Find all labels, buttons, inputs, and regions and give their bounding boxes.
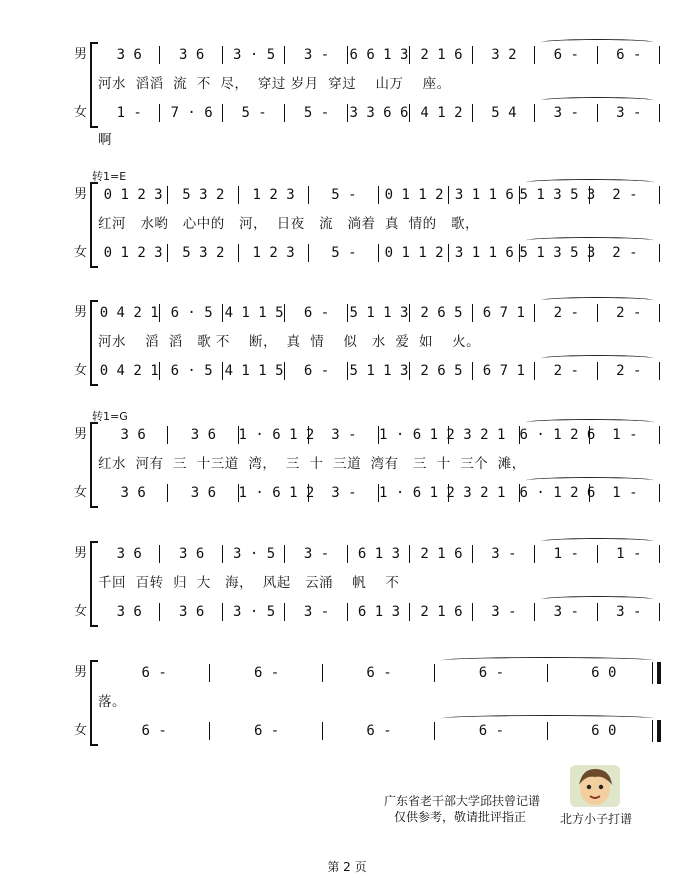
male-notes-row	[98, 424, 660, 446]
male-measure: 2 1 6	[420, 47, 463, 63]
barline	[659, 104, 660, 122]
male-measure: 6 · 1 2 6	[519, 427, 596, 443]
barline	[659, 186, 660, 204]
male-notes-row	[98, 44, 660, 66]
tie-arc	[526, 419, 655, 426]
female-measure: 3 6	[120, 485, 146, 501]
female-measure: 7 · 6	[170, 105, 213, 121]
female-measure: 3 -	[616, 604, 642, 620]
tie-arc	[526, 477, 655, 484]
male-measure: 6 -	[366, 665, 392, 681]
female-measure: 6 -	[366, 723, 392, 739]
male-lyrics: 红河 水哟 心中的 河， 日夜 流 淌着 真 情的 歌，	[98, 216, 479, 232]
female-measure: 1 2 3	[252, 245, 295, 261]
female-measure: 6 1 3	[357, 604, 401, 620]
male-notes-row	[98, 184, 660, 206]
male-measure: 5 1 3 5 3	[519, 187, 596, 203]
female-measure: 5 1 1 3	[349, 363, 409, 379]
female-measure: 3 2 1	[463, 485, 506, 501]
barline	[659, 244, 660, 262]
male-measure: 0 1 2 3	[103, 187, 163, 203]
male-measure: 3 6	[116, 546, 142, 562]
female-measure: 5 4	[491, 105, 517, 121]
male-voice-label: 男	[74, 47, 88, 62]
male-measure: 6 1 3	[357, 546, 401, 562]
tie-arc	[541, 297, 654, 304]
female-measure: 3 -	[616, 105, 642, 121]
female-measure: 3 1 1 6	[454, 245, 514, 261]
female-measure: 3 6	[190, 485, 217, 501]
female-voice-label: 女	[74, 363, 88, 378]
male-measure: 3 -	[303, 546, 330, 562]
male-measure: 1 · 6 1 2	[238, 427, 315, 443]
male-measure: 6 -	[141, 665, 167, 681]
male-measure: 3 -	[491, 546, 517, 562]
male-measure: 2 6 5	[420, 305, 463, 321]
barline	[659, 46, 660, 64]
male-measure: 3 2 1	[463, 427, 506, 443]
tie-arc	[441, 715, 654, 722]
male-measure: 3 1 1 6	[454, 187, 514, 203]
staff-bracket	[90, 182, 98, 268]
male-measure: 6 7 1	[482, 305, 525, 321]
female-measure: 1 -	[116, 105, 142, 121]
male-measure: 2 -	[553, 305, 579, 321]
avatar	[570, 765, 620, 807]
staff-bracket	[90, 422, 98, 508]
typesetter-credit: 北方小子打谱	[560, 812, 633, 826]
male-lyrics: 河水 滔 滔 歌 不 断， 真 情 似 水 爱 如 火。	[98, 334, 481, 350]
staff-bracket	[90, 660, 98, 746]
female-voice-label: 女	[74, 604, 88, 619]
male-measure: 0 4 2 1	[99, 305, 159, 321]
female-measure: 1 · 6 1 2	[238, 485, 315, 501]
female-measure: 3 -	[491, 604, 517, 620]
female-measure: 4 1 2	[420, 105, 463, 121]
male-voice-label: 男	[74, 665, 88, 680]
female-notes-row	[98, 482, 660, 504]
male-lyrics: 河水 滔滔 流 不 尽， 穿过 岁月 穿过 山万 座。	[98, 76, 451, 92]
male-measure: 6 -	[253, 665, 280, 681]
barline	[659, 484, 660, 502]
female-measure: 4 1 1 5	[224, 363, 284, 379]
female-measure: 5 1 3 5 3	[519, 245, 596, 261]
male-measure: 5 3 2	[182, 187, 225, 203]
male-measure: 6 0	[591, 665, 617, 681]
key-change: 转1=E	[92, 170, 127, 183]
female-notes-row	[98, 601, 660, 623]
female-measure: 6 -	[303, 363, 330, 379]
male-voice-label: 男	[74, 187, 88, 202]
male-measure: 3 -	[303, 47, 330, 63]
page-number: 第 2 页	[327, 860, 367, 874]
male-measure: 6 -	[616, 47, 642, 63]
female-measure: 3 -	[331, 485, 357, 501]
female-voice-label: 女	[74, 485, 88, 500]
female-measure: 3 3 6 6	[349, 105, 409, 121]
female-measure: 1 · 6 1 2	[379, 485, 455, 501]
female-measure: 5 -	[331, 245, 357, 261]
male-notes-row	[98, 662, 660, 684]
male-measure: 2 -	[612, 187, 638, 203]
female-measure: 5 3 2	[182, 245, 225, 261]
male-measure: 6 -	[553, 47, 579, 63]
male-measure: 6 -	[478, 665, 505, 681]
female-measure: 0 1 1 2	[384, 245, 444, 261]
male-measure: 2 1 6	[420, 546, 463, 562]
final-barline	[652, 662, 661, 684]
female-voice-label: 女	[74, 105, 88, 120]
male-measure: 5 -	[331, 187, 357, 203]
tie-arc	[541, 596, 654, 603]
tie-arc	[541, 538, 654, 545]
female-measure: 6 0	[591, 723, 617, 739]
female-measure: 6 · 5	[170, 363, 213, 379]
tie-arc	[541, 97, 654, 104]
female-measure: 0 4 2 1	[99, 363, 159, 379]
female-measure: 6 -	[478, 723, 505, 739]
male-measure: 3 6	[179, 47, 205, 63]
male-measure: 3 · 5	[233, 546, 276, 562]
male-lyrics: 红水 河有 三 十三道 湾， 三 十 三道 湾有 三 十 三个 滩，	[98, 456, 526, 472]
male-notes-row	[98, 543, 660, 565]
female-measure: 5 -	[241, 105, 267, 121]
female-measure: 0 1 2 3	[103, 245, 163, 261]
male-voice-label: 男	[74, 305, 88, 320]
female-measure: 3 6	[116, 604, 142, 620]
female-measure: 2 -	[616, 363, 642, 379]
female-measure: 6 7 1	[482, 363, 525, 379]
male-measure: 1 -	[612, 427, 638, 443]
tie-arc	[526, 237, 655, 244]
barline	[659, 545, 660, 563]
male-measure: 6 -	[303, 305, 330, 321]
female-measure: 3 · 5	[233, 604, 276, 620]
transcriber-credit: 广东省老干部大学邱扶曾记谱	[384, 794, 541, 808]
male-measure: 1 -	[616, 546, 642, 562]
female-voice-label: 女	[74, 723, 88, 738]
female-notes-row	[98, 102, 660, 124]
male-measure: 1 -	[553, 546, 579, 562]
male-measure: 3 6	[120, 427, 146, 443]
male-voice-label: 男	[74, 427, 88, 442]
male-measure: 4 1 1 5	[224, 305, 284, 321]
male-measure: 3 2	[491, 47, 517, 63]
female-measure: 3 -	[553, 105, 579, 121]
tie-arc	[441, 657, 654, 664]
male-measure: 6 6 1 3	[349, 47, 409, 63]
barline	[659, 426, 660, 444]
male-measure: 3 · 5	[233, 47, 276, 63]
female-measure: 6 · 1 2 6	[519, 485, 596, 501]
final-barline	[652, 720, 661, 742]
female-measure: 2 1 6	[420, 604, 463, 620]
male-notes-row	[98, 302, 660, 324]
barline	[659, 362, 660, 380]
staff-bracket	[90, 541, 98, 627]
female-measure: 3 -	[553, 604, 579, 620]
male-measure: 3 6	[190, 427, 217, 443]
female-measure: 5 -	[303, 105, 330, 121]
barline	[659, 304, 660, 322]
tie-arc	[526, 179, 655, 186]
female-notes-row	[98, 242, 660, 264]
male-measure: 3 -	[331, 427, 357, 443]
staff-bracket	[90, 42, 98, 128]
female-measure: 2 -	[612, 245, 638, 261]
tie-arc	[541, 355, 654, 362]
key-change: 转1=G	[92, 410, 128, 423]
male-lyrics: 落。	[98, 694, 126, 710]
staff-bracket	[90, 300, 98, 386]
male-measure: 0 1 1 2	[384, 187, 444, 203]
female-notes-row	[98, 360, 660, 382]
male-measure: 3 6	[179, 546, 205, 562]
male-measure: 5 1 1 3	[349, 305, 409, 321]
male-lyrics: 千回 百转 归 大 海， 风起 云涌 帆 不	[98, 575, 400, 591]
female-measure: 2 -	[553, 363, 579, 379]
female-measure: 6 -	[253, 723, 280, 739]
male-measure: 1 2 3	[252, 187, 295, 203]
barline	[659, 603, 660, 621]
male-measure: 2 -	[616, 305, 642, 321]
female-measure: 6 -	[141, 723, 167, 739]
male-measure: 6 · 5	[170, 305, 213, 321]
female-voice-label: 女	[74, 245, 88, 260]
female-lyrics: 啊	[98, 132, 112, 148]
male-measure: 1 · 6 1 2	[379, 427, 455, 443]
female-notes-row	[98, 720, 660, 742]
male-measure: 3 6	[116, 47, 142, 63]
disclaimer: 仅供参考，敬请批评指正	[394, 810, 527, 824]
tie-arc	[541, 39, 654, 46]
female-measure: 3 -	[303, 604, 330, 620]
female-measure: 1 -	[612, 485, 638, 501]
male-voice-label: 男	[74, 546, 88, 561]
female-measure: 3 6	[179, 604, 205, 620]
female-measure: 2 6 5	[420, 363, 463, 379]
